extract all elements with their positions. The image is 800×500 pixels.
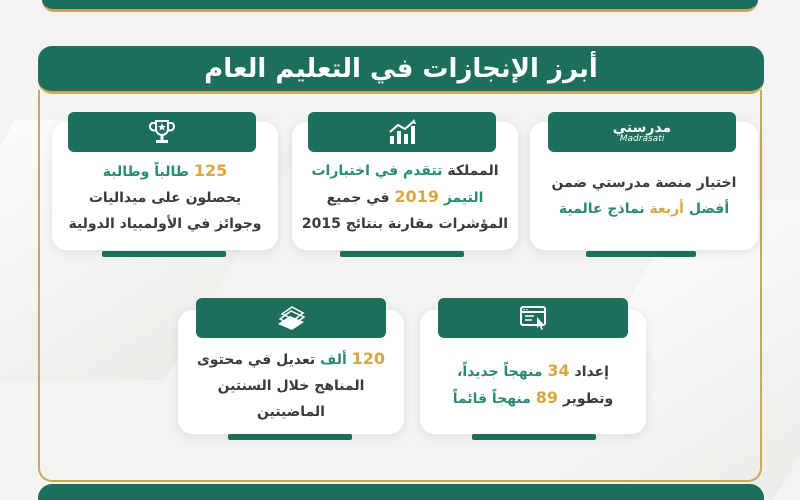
growth-chart-icon bbox=[387, 118, 417, 146]
next-section-banner bbox=[38, 484, 764, 500]
card-curricula-text: إعداد 34 منهجاً جديداً، وتطوير 89 منهجاً قائماً bbox=[452, 361, 614, 407]
browser-click-icon bbox=[519, 304, 547, 332]
card-olympiad-base bbox=[102, 251, 226, 257]
trophy-icon bbox=[148, 118, 176, 146]
section-title: أبرز الإنجازات في التعليم العام bbox=[38, 46, 764, 94]
card-madrasati-header bbox=[548, 112, 736, 152]
card-olympiad-header bbox=[68, 112, 256, 152]
card-content-header bbox=[196, 298, 386, 338]
card-content-text: 120 ألف تعديل في محتوى المناهج خلال السنتين الماضيتين bbox=[196, 349, 386, 420]
top-banner bbox=[42, 0, 758, 12]
card-curricula-base bbox=[472, 434, 596, 440]
card-timss-text: المملكة تتقدم في اختبارات التيمز 2019 في جميع المؤشرات مقارنة بنتائج 2015 bbox=[301, 163, 509, 232]
card-madrasati-base bbox=[586, 251, 696, 257]
card-olympiad-text: 125 طالباً وطالبة يحصلون على ميداليات وجوائز في الأولمبياد الدولية bbox=[68, 161, 262, 232]
papers-icon bbox=[274, 304, 308, 332]
madrasati-logo: مدرستي Madrasati bbox=[612, 119, 672, 144]
card-madrasati-text: اختيار منصة مدرستي ضمن أفضل أربعة نماذج عالمية bbox=[551, 175, 737, 217]
card-timss-base bbox=[340, 251, 464, 257]
card-content-base bbox=[228, 434, 352, 440]
card-curricula-header bbox=[438, 298, 628, 338]
card-timss-header bbox=[308, 112, 496, 152]
